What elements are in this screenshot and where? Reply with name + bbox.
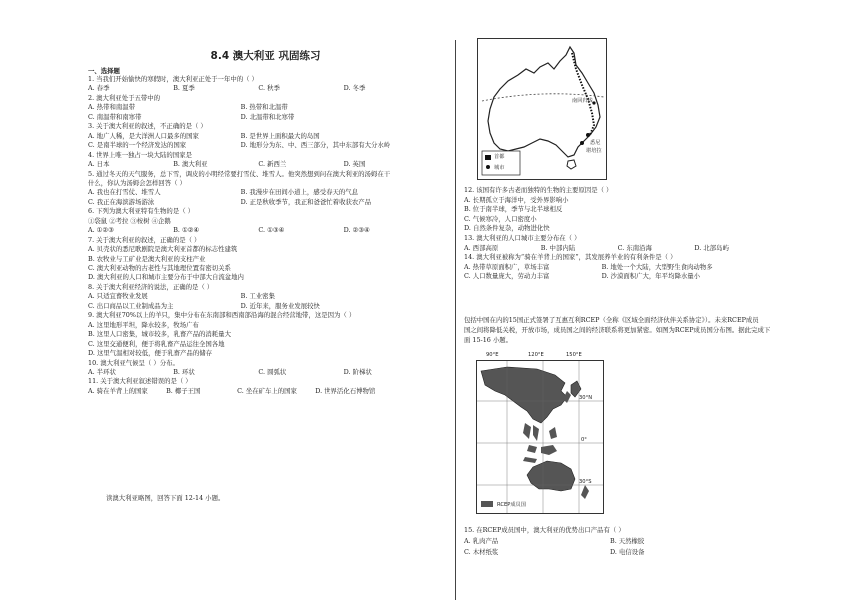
question-stem: 9. 澳大利亚70%以上的羊只，集中分布在东南部和西南部沿海的混合经营地带，这是因为（ ） xyxy=(88,311,356,320)
map-label-tropic: 南回归线 xyxy=(572,98,593,104)
question-option: D. 英国 xyxy=(343,160,366,169)
rcep-legend: RCEP成员国 xyxy=(497,502,526,508)
question-option: C. 气候寒冷，人口密度小 xyxy=(464,214,537,223)
question-stem: 3. 关于澳大利亚的叙述，不正确的是（ ） xyxy=(88,122,207,131)
question-stem: 13. 澳大利亚的人口城市主要分布在（ ） xyxy=(464,234,581,242)
question-option: A. 日本 xyxy=(88,160,110,169)
question-option: A. 我也在打雪仗、堆雪人 xyxy=(88,188,161,197)
question-option: B. ①②④ xyxy=(173,226,200,235)
question-option: C. 我正在海滨游场游泳 xyxy=(88,197,155,206)
question-15-option-c: C. 木材纸浆 xyxy=(464,548,499,556)
rcep-passage-line-2: 国之间将降低关税，开放市场，成员国之间的经济联系将更加紧密。如图为RCEP成员国分布图。据此完成下 xyxy=(464,326,771,334)
rcep-lat-0: 0° xyxy=(581,437,587,443)
question-15-option-b: B. 天然橡胶 xyxy=(610,537,645,545)
rcep-passage-line-1: 包括中国在内的15国正式签署了互惠互利RCEP（全称《区域全面经济伙伴关系协定》）。未来RCEP成员 xyxy=(464,316,759,324)
question-stem-continued: ①袋鼠 ②考拉 ③桉树 ④企鹅 xyxy=(88,216,171,225)
question-stem: 5. 通过冬天的天气服务，总下雪，调皮的小明经常要打雪仗、堆雪人。他突然想到问在澳大利亚的汤姆在干 xyxy=(88,169,391,178)
question-option: C. 人口数量庞大，劳动力丰富 xyxy=(464,272,550,281)
question-option: D. 自然条件复杂，动物进化快 xyxy=(464,224,550,233)
question-option: C. 秋季 xyxy=(258,84,280,93)
question-15-option-a: A. 乳肉产品 xyxy=(464,537,499,545)
question-option: B. 是世界上面积最大的岛国 xyxy=(240,131,320,140)
question-stem: 14. 澳大利亚被称为“骑在羊背上的国家”，其发展养羊业的有利条件是（ ） xyxy=(464,253,677,262)
question-option: A. 只适宜畜牧业发展 xyxy=(88,292,148,301)
question-option: C. 出口商品以工业制成品为主 xyxy=(88,301,174,310)
question-stem: 1. 当我们开始愉快的寒假时，澳大利亚正处于一年中的（ ） xyxy=(88,75,258,83)
question-option: B. 位于南半球，季节与北半球相反 xyxy=(464,205,563,214)
question-option: C. 新西兰 xyxy=(258,160,287,169)
column-divider xyxy=(455,40,456,600)
rcep-lat-30s: 30°S xyxy=(579,479,592,485)
question-option: A. 这里地形平坦，降水较多，牧场广布 xyxy=(88,320,199,329)
question-option: B. 澳大利亚 xyxy=(173,160,208,169)
question-stem: 10. 澳大利亚气候呈（ ）分布。 xyxy=(88,358,179,367)
rcep-map xyxy=(476,360,604,514)
question-option: A. 热带和南温带 xyxy=(88,103,136,112)
question-15-option-d: D. 电信设备 xyxy=(610,548,645,556)
question-option: A. 半环状 xyxy=(88,367,116,376)
question-option: D. 地形分为东、中、西三部分，其中东部有大分水岭 xyxy=(240,141,391,150)
question-option: C. 坐在矿车上的国家 xyxy=(237,386,297,395)
question-option: B. 我漫步在田间小道上，感受春天的气息 xyxy=(240,188,359,197)
question-option: D. 阶梯状 xyxy=(343,367,372,376)
question-option: C. 这里交通便利，便于将乳畜产品运往全国各地 xyxy=(88,339,225,348)
question-option: D. 北部岛屿 xyxy=(694,243,729,252)
question-stem: 8. 关于澳大利亚经济的说法，正确的是（ ） xyxy=(88,282,214,291)
question-option: A. 西部高原 xyxy=(464,243,499,252)
question-option: D. 近年来，服务业发展较快 xyxy=(240,301,320,310)
question-option: B. 这里人口密集，城市较多，乳畜产品的消耗量大 xyxy=(88,330,231,339)
question-option: A. 骑在羊背上的国家 xyxy=(88,386,148,395)
question-option: B. 椰子王国 xyxy=(166,386,201,395)
question-stem: 7. 关于澳大利亚的叙述，正确的是（ ） xyxy=(88,235,201,244)
question-option: B. 农牧业与工矿业是澳大利亚的支柱产业 xyxy=(88,254,206,263)
question-stem: 11. 关于澳大利亚叙述错误的是（ ） xyxy=(88,377,192,386)
question-stem: 6. 下列为澳大利亚特有生物的是（ ） xyxy=(88,207,195,216)
australia-map xyxy=(477,38,607,180)
question-option: B. 热带和北温带 xyxy=(240,103,288,112)
page-title: 8.4 澳大利亚 巩固练习 xyxy=(210,50,321,62)
question-option: B. 环状 xyxy=(173,367,195,376)
map-label-sydney: 悉尼 xyxy=(590,140,601,146)
rcep-lon-90e: 90°E xyxy=(486,352,499,358)
section-heading: 一、选择题 xyxy=(88,67,120,75)
rcep-lon-150e: 150°E xyxy=(566,352,582,358)
question-stem: 12. 该国有许多古老而独特的生物的主要原因是（ ） xyxy=(464,186,613,194)
map-label-canberra: 堪培拉 xyxy=(586,148,602,154)
question-option: A. 地广人稀，是大洋洲人口最多的国家 xyxy=(88,131,199,140)
question-stem: 4. 世界上唯一独占一块大陆的国家是 xyxy=(88,150,192,159)
question-option: C. 东南沿海 xyxy=(617,243,652,252)
question-option: D. 冬季 xyxy=(343,84,366,93)
question-option: A. 热带草原面积广，草场丰富 xyxy=(464,262,550,271)
question-option: A. ①②③ xyxy=(88,226,114,235)
question-option: D. 澳大利亚的人口和城市主要分布于中部大自流盆地内 xyxy=(88,273,244,282)
question-option: C. 是南半球的一个经济发达的国家 xyxy=(88,141,187,150)
question-option: D. 世界活化石博物馆 xyxy=(315,386,376,395)
question-option: C. 圆弧状 xyxy=(258,367,287,376)
question-option: C. 澳大利亚动物的古老性与其地理位置有密切关系 xyxy=(88,264,231,272)
rcep-lon-120e: 120°E xyxy=(528,352,544,358)
question-option: D. 沙漠面积广大，年平均降水量小 xyxy=(601,272,701,281)
question-option: B. 地处一个大陆，大型野生食肉动物多 xyxy=(601,262,713,271)
question-option: C. ①③④ xyxy=(258,226,285,235)
question-option: D. 北温带和北寒带 xyxy=(240,112,295,121)
question-15-stem: 15. 在RCEP成员国中，澳大利亚的优势出口产品有（ ） xyxy=(464,526,625,534)
rcep-passage-line-3: 面 15-16 小题。 xyxy=(464,336,513,344)
question-stem-continued: 什么，你认为汤姆会怎样回答（ ） xyxy=(88,178,186,187)
map-legend-capital: 首都 xyxy=(494,154,505,160)
question-option: A. 贝壳状的悉尼歌剧院是澳大利亚首都的标志性建筑 xyxy=(88,245,238,254)
question-option: B. 夏季 xyxy=(173,84,195,93)
question-option: D. 正是秋收季节，我正和爸爸忙着收获农产品 xyxy=(240,197,372,206)
question-option: B. 中部内陆 xyxy=(540,243,576,252)
question-option: C. 南温带和南寒带 xyxy=(88,112,142,121)
read-map-instruction: 读澳大利亚略图，回答下面 12-14 小题。 xyxy=(106,494,225,502)
question-option: A. 长期孤立于海洋中，受外界影响小 xyxy=(464,195,569,204)
question-option: D. ②③④ xyxy=(343,226,370,235)
question-option: B. 工业密集 xyxy=(240,292,275,301)
question-option: D. 这里气温相对较低，便于乳畜产品的储存 xyxy=(88,349,212,358)
map-legend-city: 城市 xyxy=(494,165,505,171)
question-option: A. 春季 xyxy=(88,84,110,93)
rcep-lat-30n: 30°N xyxy=(579,395,593,401)
question-stem: 2. 澳大利亚处于五带中的 xyxy=(88,93,161,102)
